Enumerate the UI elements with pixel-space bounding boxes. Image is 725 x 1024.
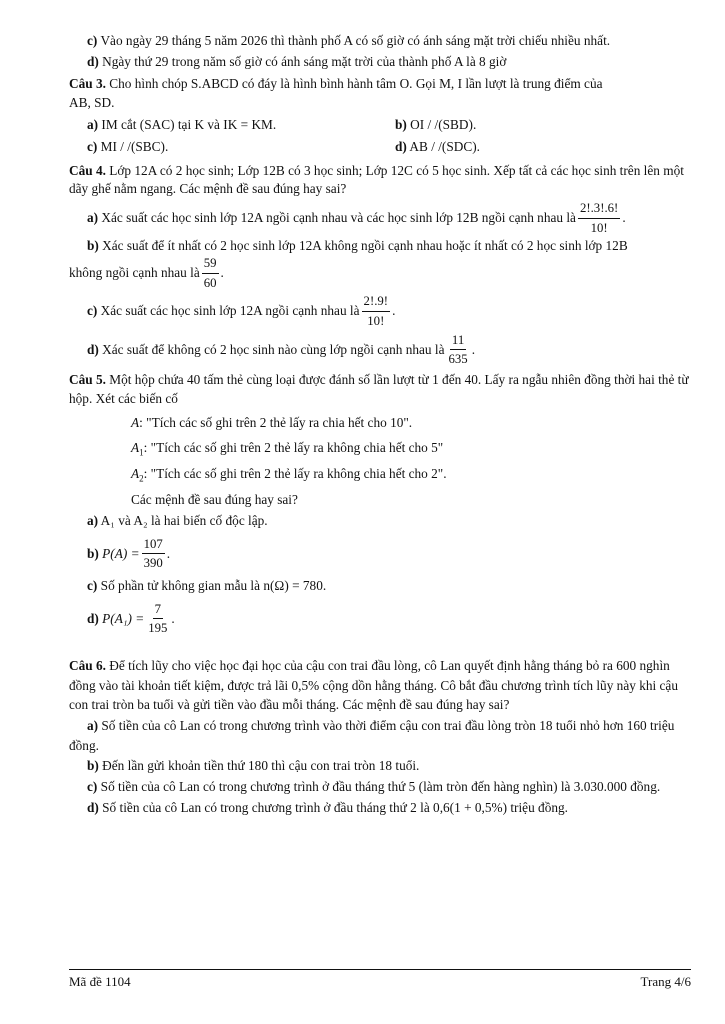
q4-item-b-line2: không ngồi cạnh nhau là $\frac{59}{60}$ . xyxy=(69,255,224,290)
q4-c-fraction: $\frac{2!.9!}{10!}$ xyxy=(363,294,389,328)
q3-row-ab: a) IM cắt (SAC) tại K và IK = KM. b) OI / /(SBD). xyxy=(87,117,477,133)
q5-item-a: a) A₁ và A₂ là hai biến cố độc lập. xyxy=(87,513,268,529)
q4-item-a: a) Xác suất các học sinh lớp 12A ngồi cạnh nhau và các học sinh lớp 12B ngồi cạnh nhau là $\frac{2!.3!.6!}{10!}$ . xyxy=(87,200,626,235)
q5-question: Các mệnh đề sau đúng hay sai? xyxy=(131,492,298,508)
q3-row-cd: c) MI / /(SBC). d) AB / /(SDC). xyxy=(87,139,480,155)
q6-stem: Câu 6. Để tích lũy cho việc học đại học của cậu con trai đầu lòng, cô Lan quyết định hằng tháng bỏ ra 600 nghìn đồng vào tài khoản tiết kiệm, được trả lãi 0,5% cộng dồn hằng tháng. Cô bắt đầu chương trình tích lũy này khi cậu con trai tròn ba tuổi và gửi tiền vào đầu mỗi tháng. Các mệnh đề sau đúng hay sai? xyxy=(69,658,678,713)
q5-item-d: d) P(A₁) = $\frac{7}{195}$ . xyxy=(87,601,175,636)
top-item-d: d) Ngày thứ 29 trong năm số giờ có ánh sáng mặt trời của thành phố A là 8 giờ xyxy=(87,53,507,69)
q6-item-a: a) Số tiền của cô Lan có trong chương trình vào thời điểm cậu con trai đầu lòng tròn 18 tuổi nhỏ hơn 160 triệu đồng. xyxy=(69,718,675,753)
q4-item-d: d) Xác suất để không có 2 học sinh nào cùng lớp ngồi cạnh nhau là $\frac{11}{635}$ . xyxy=(87,332,476,367)
q6-item-d: d) Số tiền của cô Lan có trong chương trình ở đầu tháng thứ 2 là 0,6(1 + 0,5%) triệu đồng. xyxy=(87,799,568,815)
q3-stem: Câu 3. Cho hình chóp S.ABCD có đáy là hình bình hành tâm O. Gọi M, I lần lượt là trung điểm của xyxy=(69,76,603,92)
q6-item-b: b) Đến lần gửi khoản tiền thứ 180 thì cậu con trai tròn 18 tuổi. xyxy=(87,758,420,774)
q6-item-c: c) Số tiền của cô Lan có trong chương trình ở đầu tháng thứ 5 (làm tròn đến hàng nghìn) là 3.030.000 đồng. xyxy=(87,779,661,795)
q4-b-fraction: $\frac{59}{60}$ xyxy=(203,255,217,290)
q5-d-fraction: $\frac{7}{195}$ xyxy=(148,601,168,636)
q5-item-b: b) P(A) = $\frac{107}{390}$ . xyxy=(87,536,171,571)
exam-code: Mã đề 1104 xyxy=(69,974,131,989)
q5-event-a2: $A_2$: "Tích các số ghi trên 2 thẻ lấy ra không chia hết cho 2". xyxy=(131,466,447,484)
q5-event-a: A: "Tích các số ghi trên 2 thẻ lấy ra chia hết cho 10". xyxy=(131,415,413,431)
q4-a-fraction: $\frac{2!.3!.6!}{10!}$ xyxy=(579,200,619,235)
page-number: Trang 4/6 xyxy=(640,974,691,989)
q4-d-fraction: $\frac{11}{635}$ xyxy=(448,332,468,367)
page-footer xyxy=(69,969,691,991)
top-item-c: c) Vào ngày 29 tháng 5 năm 2026 thì thành phố A có số giờ có ánh sáng mặt trời chiếu nhiều nhất. xyxy=(87,33,611,48)
q5-b-fraction: $\frac{107}{390}$ xyxy=(143,536,163,571)
q5-event-a1: $A_1$: "Tích các số ghi trên 2 thẻ lấy ra không chia hết cho 5" xyxy=(131,439,444,458)
q4-stem: Câu 4. Lớp 12A có 2 học sinh; Lớp 12B có 3 học sinh; Lớp 12C có 5 học sinh. Xếp tất cả các học sinh trên lên một dãy ghế nằm ngang. Các mệnh đề sau đúng hay sai? xyxy=(69,162,684,197)
q4-item-b: b) Xác suất để ít nhất có 2 học sinh lớp 12A không ngồi cạnh nhau hoặc ít nhất có 2 học sinh lớp 12B xyxy=(87,238,628,254)
q3-stem-line2: AB, SD. xyxy=(69,94,115,110)
q5-stem: Câu 5. Một hộp chứa 40 tấm thẻ cùng loại được đánh số lần lượt từ 1 đến 40. Lấy ra ngẫu nhiên đồng thời hai thẻ từ hộp. Xét các biến cố xyxy=(69,372,689,406)
q5-item-c: c) Số phần tử không gian mẫu là n(Ω) = 780. xyxy=(87,578,327,594)
q4-item-c: c) Xác suất các học sinh lớp 12A ngồi cạnh nhau là $\frac{2!.9!}{10!}$ . xyxy=(87,294,396,328)
